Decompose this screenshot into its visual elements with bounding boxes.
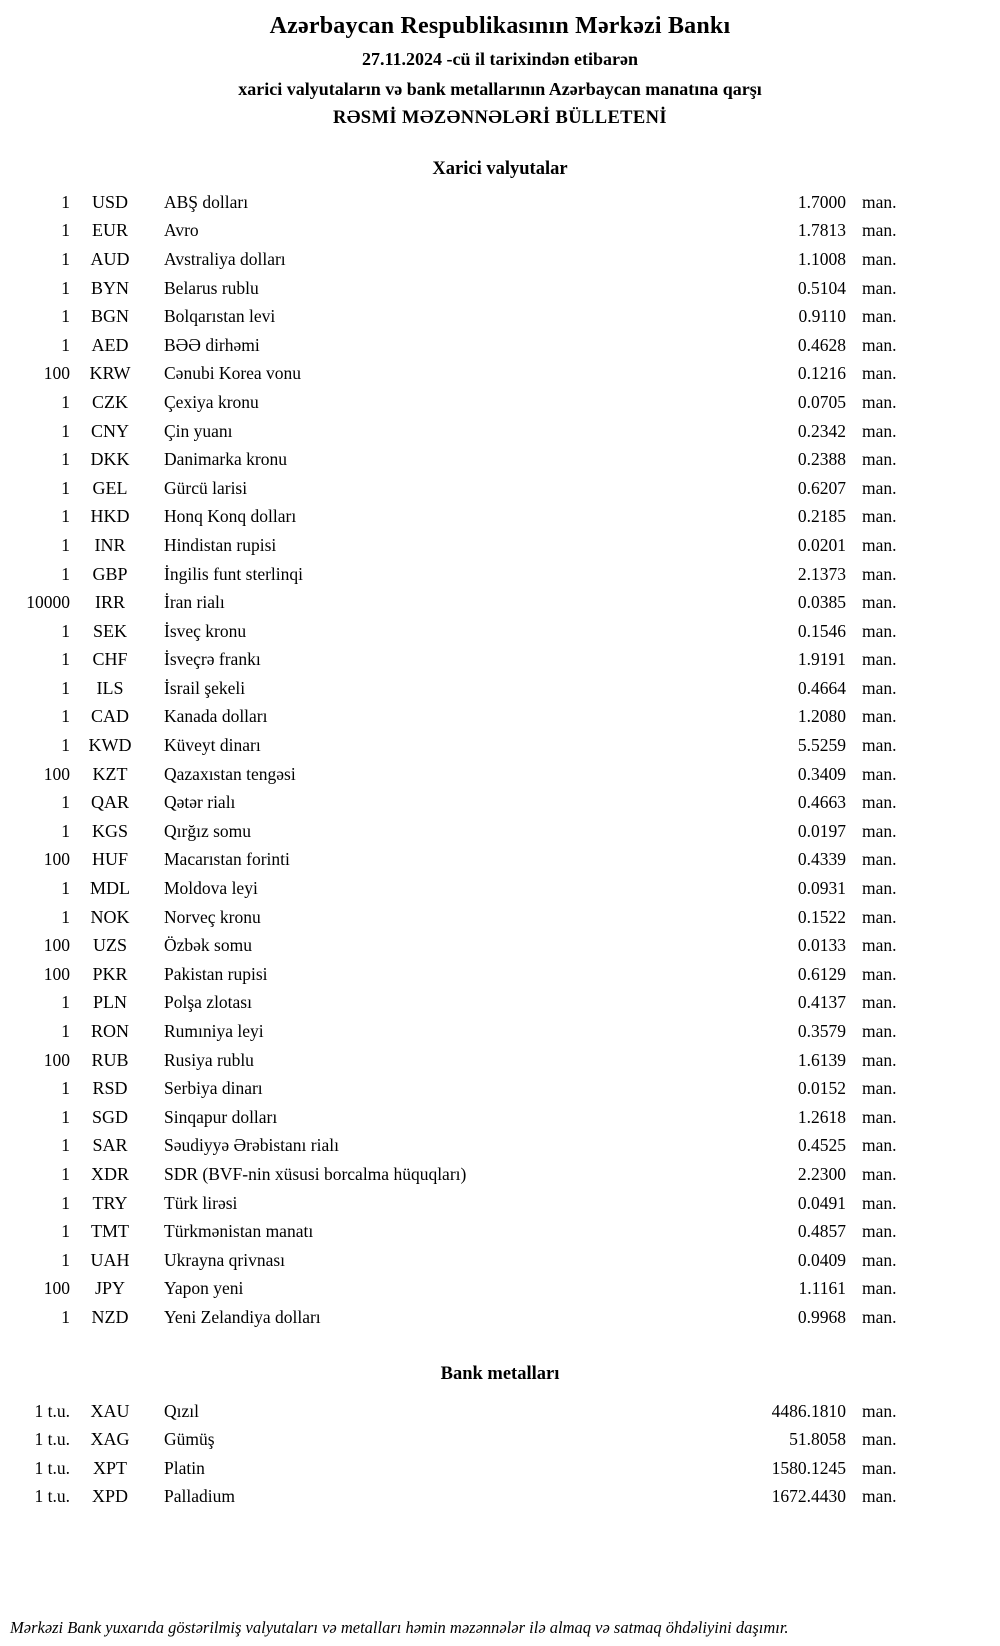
metals-table (8, 1397, 908, 1511)
table-row (8, 1189, 908, 1218)
rate-value: 0.6129 (797, 963, 846, 984)
table-row (8, 560, 908, 589)
currency-code: XDR (90, 1163, 129, 1184)
rate-value: 2.2300 (797, 1163, 846, 1184)
rate-value: 0.0409 (797, 1249, 846, 1270)
currency-name: Çexiya kronu (164, 391, 259, 412)
table-row (8, 1046, 908, 1075)
currency-code: DKK (90, 449, 130, 470)
table-row (8, 817, 908, 846)
unit-label: man. (862, 191, 897, 212)
quantity: 1 (61, 506, 70, 527)
quantity: 1 (61, 277, 70, 298)
currency-name: Polşa zlotası (164, 992, 252, 1013)
unit-label: man. (862, 391, 897, 412)
unit-label: man. (862, 220, 897, 241)
table-row (8, 388, 908, 417)
table-row (8, 703, 908, 732)
currency-name: Türkmənistan manatı (164, 1221, 314, 1242)
table-row (8, 1103, 908, 1132)
quantity: 1 (61, 563, 70, 584)
table-row (8, 1246, 908, 1275)
rate-value: 0.0197 (797, 820, 846, 841)
unit-label: man. (862, 706, 897, 727)
unit-label: man. (862, 1486, 897, 1507)
table-row (8, 217, 908, 246)
unit-label: man. (862, 248, 897, 269)
table-row (8, 788, 908, 817)
bulletin-title: RƏSMİ MƏZƏNNƏLƏRİ BÜLLETENİ (332, 108, 668, 128)
quantity: 100 (43, 1278, 70, 1299)
footer-disclaimer: Mərkəzi Bank yuxarıda göstərilmiş valyutaları və metalları həmin məzənnələr ilə almaq və satmaq öhdəliyini daşımır. (10, 1618, 789, 1637)
currency-name: Qətər rialı (164, 792, 236, 813)
rate-value: 0.2342 (797, 420, 846, 441)
unit-label: man. (862, 1249, 897, 1270)
currency-name: Avstraliya dolları (164, 248, 286, 269)
rate-value: 4486.1810 (771, 1400, 846, 1421)
currency-name: Norveç kronu (164, 906, 261, 927)
quantity: 1 (61, 248, 70, 269)
currency-code: IRR (94, 592, 125, 613)
table-row (8, 1454, 908, 1483)
currency-code: SAR (92, 1135, 128, 1156)
quantity: 100 (43, 935, 70, 956)
currency-code: AUD (90, 248, 130, 269)
currency-name: Belarus rublu (164, 277, 259, 298)
rate-value: 1580.1245 (771, 1457, 846, 1478)
quantity: 1 (61, 820, 70, 841)
table-row (8, 474, 908, 503)
currency-code: SEK (92, 620, 127, 641)
rate-value: 0.6207 (797, 477, 846, 498)
currency-code: KZT (92, 763, 128, 784)
unit-label: man. (862, 1021, 897, 1042)
currency-code: QAR (90, 792, 129, 813)
currency-table (8, 188, 908, 1332)
currency-name: Çin yuanı (164, 420, 233, 441)
currency-name: Rusiya rublu (164, 1049, 254, 1070)
quantity: 1 (61, 1135, 70, 1156)
quantity: 100 (43, 963, 70, 984)
currency-name: Macarıstan forinti (164, 849, 290, 870)
currency-name: İsrail şekeli (164, 677, 246, 698)
currency-name: İsveç kronu (164, 620, 247, 641)
rate-value: 1.7000 (797, 191, 846, 212)
table-row (8, 1074, 908, 1103)
currency-name: İran rialı (164, 592, 225, 613)
quantity: 1 (61, 1306, 70, 1327)
currency-name: Rumıniya leyi (164, 1021, 264, 1042)
unit-label: man. (862, 477, 897, 498)
quantity: 1 t.u. (34, 1486, 70, 1507)
table-row (8, 1397, 908, 1426)
rate-value: 2.1373 (797, 563, 846, 584)
table-row (8, 674, 908, 703)
unit-label: man. (862, 1163, 897, 1184)
rate-value: 0.3409 (797, 763, 846, 784)
currency-name: Qazaxıstan tengəsi (164, 763, 296, 784)
metal-code: XPD (91, 1486, 128, 1507)
currency-code: HUF (91, 849, 128, 870)
quantity: 1 (61, 906, 70, 927)
rate-value: 0.5104 (797, 277, 846, 298)
currency-code: KWD (88, 735, 132, 756)
quantity: 1 (61, 534, 70, 555)
currency-name: Kanada dolları (164, 706, 268, 727)
currency-name: İsveçrə frankı (164, 649, 261, 670)
quantity: 1 (61, 706, 70, 727)
unit-label: man. (862, 792, 897, 813)
rate-value: 0.0705 (797, 391, 846, 412)
table-row (8, 989, 908, 1018)
unit-label: man. (862, 306, 897, 327)
rate-value: 0.4663 (797, 792, 846, 813)
unit-label: man. (862, 992, 897, 1013)
rate-value: 0.0201 (797, 534, 846, 555)
currency-name: ABŞ dolları (164, 191, 249, 212)
rate-value: 5.5259 (797, 735, 846, 756)
currency-code: KRW (89, 363, 131, 384)
currency-code: GEL (92, 477, 128, 498)
currency-code: EUR (92, 220, 128, 241)
currency-code: HKD (90, 506, 130, 527)
currency-name: Türk lirəsi (164, 1192, 238, 1213)
currency-code: CAD (90, 706, 129, 727)
rate-value: 0.9968 (797, 1306, 846, 1327)
unit-label: man. (862, 334, 897, 355)
metal-code: XAG (90, 1429, 130, 1450)
metal-code: XPT (92, 1457, 127, 1478)
table-row (8, 588, 908, 617)
quantity: 1 (61, 1249, 70, 1270)
unit-label: man. (862, 620, 897, 641)
currency-name: Danimarka kronu (164, 449, 287, 470)
rate-value: 0.4857 (797, 1221, 846, 1242)
currency-name: Qırğız somu (164, 820, 252, 841)
rate-value: 0.9110 (798, 306, 846, 327)
currency-name: Honq Konq dolları (164, 506, 297, 527)
unit-label: man. (862, 534, 897, 555)
table-row (8, 760, 908, 789)
table-row (8, 503, 908, 532)
currency-name: Gürcü larisi (164, 477, 248, 498)
currency-code: RSD (92, 1078, 128, 1099)
currency-code: CNY (90, 420, 129, 441)
unit-label: man. (862, 1078, 897, 1099)
table-row (8, 1160, 908, 1189)
unit-label: man. (862, 1106, 897, 1127)
rate-value: 0.4525 (797, 1135, 846, 1156)
currency-code: BYN (90, 277, 129, 298)
currency-code: CHF (92, 649, 128, 670)
currency-name: İngilis funt sterlinqi (164, 563, 304, 584)
table-row (8, 846, 908, 875)
table-row (8, 903, 908, 932)
currency-code: RON (90, 1021, 129, 1042)
unit-label: man. (862, 449, 897, 470)
unit-label: man. (862, 849, 897, 870)
quantity: 100 (43, 849, 70, 870)
unit-label: man. (862, 1192, 897, 1213)
quantity: 1 (61, 1192, 70, 1213)
quantity: 1 (61, 477, 70, 498)
rate-value: 0.4664 (797, 677, 846, 698)
table-row (8, 331, 908, 360)
unit-label: man. (862, 649, 897, 670)
unit-label: man. (862, 763, 897, 784)
quantity: 1 (61, 1106, 70, 1127)
quantity: 10000 (26, 592, 70, 613)
unit-label: man. (862, 1457, 897, 1478)
table-row (8, 188, 908, 217)
unit-label: man. (862, 1306, 897, 1327)
table-row (8, 1483, 908, 1512)
metal-name: Palladium (164, 1486, 235, 1507)
rate-value: 0.3579 (797, 1021, 846, 1042)
rate-value: 0.0931 (797, 878, 846, 899)
currency-code: PLN (92, 992, 127, 1013)
page-title: Azərbaycan Respublikasının Mərkəzi Bankı (269, 13, 731, 39)
unit-label: man. (862, 677, 897, 698)
currency-name: Küveyt dinarı (164, 735, 261, 756)
rate-value: 0.1522 (797, 906, 846, 927)
quantity: 1 (61, 1163, 70, 1184)
currency-code: PKR (92, 963, 128, 984)
unit-label: man. (862, 1429, 897, 1450)
metal-name: Qızıl (164, 1400, 199, 1421)
currency-code: CZK (92, 391, 128, 412)
table-row (8, 245, 908, 274)
table-row (8, 445, 908, 474)
currency-code: MDL (90, 878, 130, 899)
quantity: 1 (61, 1078, 70, 1099)
metal-code: XAU (90, 1400, 130, 1421)
currency-name: Səudiyyə Ərəbistanı rialı (164, 1135, 339, 1156)
table-row (8, 646, 908, 675)
unit-label: man. (862, 735, 897, 756)
rate-value: 1672.4430 (771, 1486, 846, 1507)
quantity: 1 (61, 334, 70, 355)
unit-label: man. (862, 363, 897, 384)
rate-value: 1.1161 (798, 1278, 846, 1299)
unit-label: man. (862, 1221, 897, 1242)
currency-name: Bolqarıstan levi (164, 306, 276, 327)
quantity: 1 (61, 1021, 70, 1042)
table-row (8, 274, 908, 303)
unit-label: man. (862, 592, 897, 613)
unit-label: man. (862, 820, 897, 841)
rate-value: 0.1546 (797, 620, 846, 641)
unit-label: man. (862, 878, 897, 899)
quantity: 100 (43, 1049, 70, 1070)
table-row (8, 617, 908, 646)
currency-code: KGS (91, 820, 128, 841)
rate-value: 0.0133 (797, 935, 846, 956)
table-row (8, 360, 908, 389)
quantity: 1 (61, 1221, 70, 1242)
currency-name: Hindistan rupisi (164, 534, 277, 555)
quantity: 1 (61, 620, 70, 641)
table-row (8, 1217, 908, 1246)
currency-name: Serbiya dinarı (164, 1078, 263, 1099)
quantity: 1 (61, 792, 70, 813)
currency-code: INR (94, 534, 126, 555)
unit-label: man. (862, 506, 897, 527)
unit-label: man. (862, 1278, 897, 1299)
quantity: 1 (61, 449, 70, 470)
rate-value: 1.9191 (797, 649, 846, 670)
currency-code: JPY (94, 1278, 125, 1299)
currency-code: GBP (92, 563, 128, 584)
unit-label: man. (862, 906, 897, 927)
rate-value: 0.2185 (797, 506, 846, 527)
table-row (8, 1303, 908, 1332)
currency-name: Cənubi Korea vonu (164, 363, 302, 384)
currency-code: RUB (91, 1049, 129, 1070)
rate-value: 1.7813 (797, 220, 846, 241)
quantity: 1 (61, 677, 70, 698)
rate-value: 1.2080 (797, 706, 846, 727)
rate-value: 51.8058 (789, 1429, 846, 1450)
quantity: 1 (61, 735, 70, 756)
quantity: 100 (43, 763, 70, 784)
rate-value: 0.0152 (797, 1078, 846, 1099)
table-row (8, 1275, 908, 1304)
currency-name: Yapon yeni (164, 1278, 244, 1299)
unit-label: man. (862, 935, 897, 956)
table-row (8, 417, 908, 446)
currency-code: TMT (91, 1221, 129, 1242)
currency-code: ILS (96, 677, 124, 698)
quantity: 1 (61, 878, 70, 899)
rate-value: 0.4339 (797, 849, 846, 870)
table-row (8, 931, 908, 960)
unit-label: man. (862, 420, 897, 441)
table-row (8, 874, 908, 903)
quantity: 1 (61, 191, 70, 212)
quantity: 1 t.u. (34, 1429, 70, 1450)
quantity: 1 (61, 391, 70, 412)
quantity: 1 (61, 992, 70, 1013)
date-line: 27.11.2024 -cü il tarixindən etibarən (362, 49, 638, 69)
quantity: 1 t.u. (34, 1400, 70, 1421)
unit-label: man. (862, 563, 897, 584)
quantity: 100 (43, 363, 70, 384)
quantity: 1 (61, 220, 70, 241)
currency-code: USD (91, 191, 128, 212)
currency-code: SGD (91, 1106, 128, 1127)
currency-name: Moldova leyi (164, 878, 258, 899)
rate-value: 1.6139 (797, 1049, 846, 1070)
table-row (8, 1132, 908, 1161)
unit-label: man. (862, 1400, 897, 1421)
currency-name: Ukrayna qrivnası (164, 1249, 286, 1270)
section-heading-metals: Bank metalları (440, 1363, 560, 1384)
currency-code: UZS (92, 935, 127, 956)
rate-value: 0.4137 (797, 992, 846, 1013)
rate-value: 0.0385 (797, 592, 846, 613)
currency-name: Sinqapur dolları (164, 1106, 278, 1127)
unit-label: man. (862, 963, 897, 984)
metal-name: Gümüş (164, 1429, 215, 1450)
rate-value: 0.0491 (797, 1192, 846, 1213)
scope-line: xarici valyutaların və bank metallarının Azərbaycan manatına qarşı (238, 79, 762, 99)
table-row (8, 1425, 908, 1454)
quantity: 1 (61, 420, 70, 441)
currency-code: TRY (92, 1192, 128, 1213)
currency-name: Avro (164, 220, 199, 241)
rate-value: 0.2388 (797, 449, 846, 470)
currency-code: NZD (91, 1306, 129, 1327)
quantity: 1 t.u. (34, 1457, 70, 1478)
table-row (8, 731, 908, 760)
table-row (8, 1017, 908, 1046)
metal-name: Platin (164, 1457, 205, 1478)
currency-code: NOK (90, 906, 130, 927)
currency-code: AED (91, 334, 129, 355)
currency-name: SDR (BVF-nin xüsusi borcalma hüquqları) (164, 1163, 467, 1184)
table-row (8, 531, 908, 560)
quantity: 1 (61, 306, 70, 327)
unit-label: man. (862, 277, 897, 298)
unit-label: man. (862, 1049, 897, 1070)
section-heading-currencies: Xarici valyutalar (432, 159, 568, 179)
quantity: 1 (61, 649, 70, 670)
currency-code: UAH (90, 1249, 130, 1270)
currency-name: Yeni Zelandiya dolları (164, 1306, 321, 1327)
rate-value: 1.1008 (797, 248, 846, 269)
table-row (8, 960, 908, 989)
currency-code: BGN (90, 306, 129, 327)
rate-value: 0.1216 (797, 363, 846, 384)
currency-name: BƏƏ dirhəmi (164, 334, 260, 355)
currency-name: Pakistan rupisi (164, 963, 268, 984)
unit-label: man. (862, 1135, 897, 1156)
currency-name: Özbək somu (164, 935, 252, 956)
rate-value: 1.2618 (797, 1106, 846, 1127)
rate-value: 0.4628 (797, 334, 846, 355)
table-row (8, 302, 908, 331)
